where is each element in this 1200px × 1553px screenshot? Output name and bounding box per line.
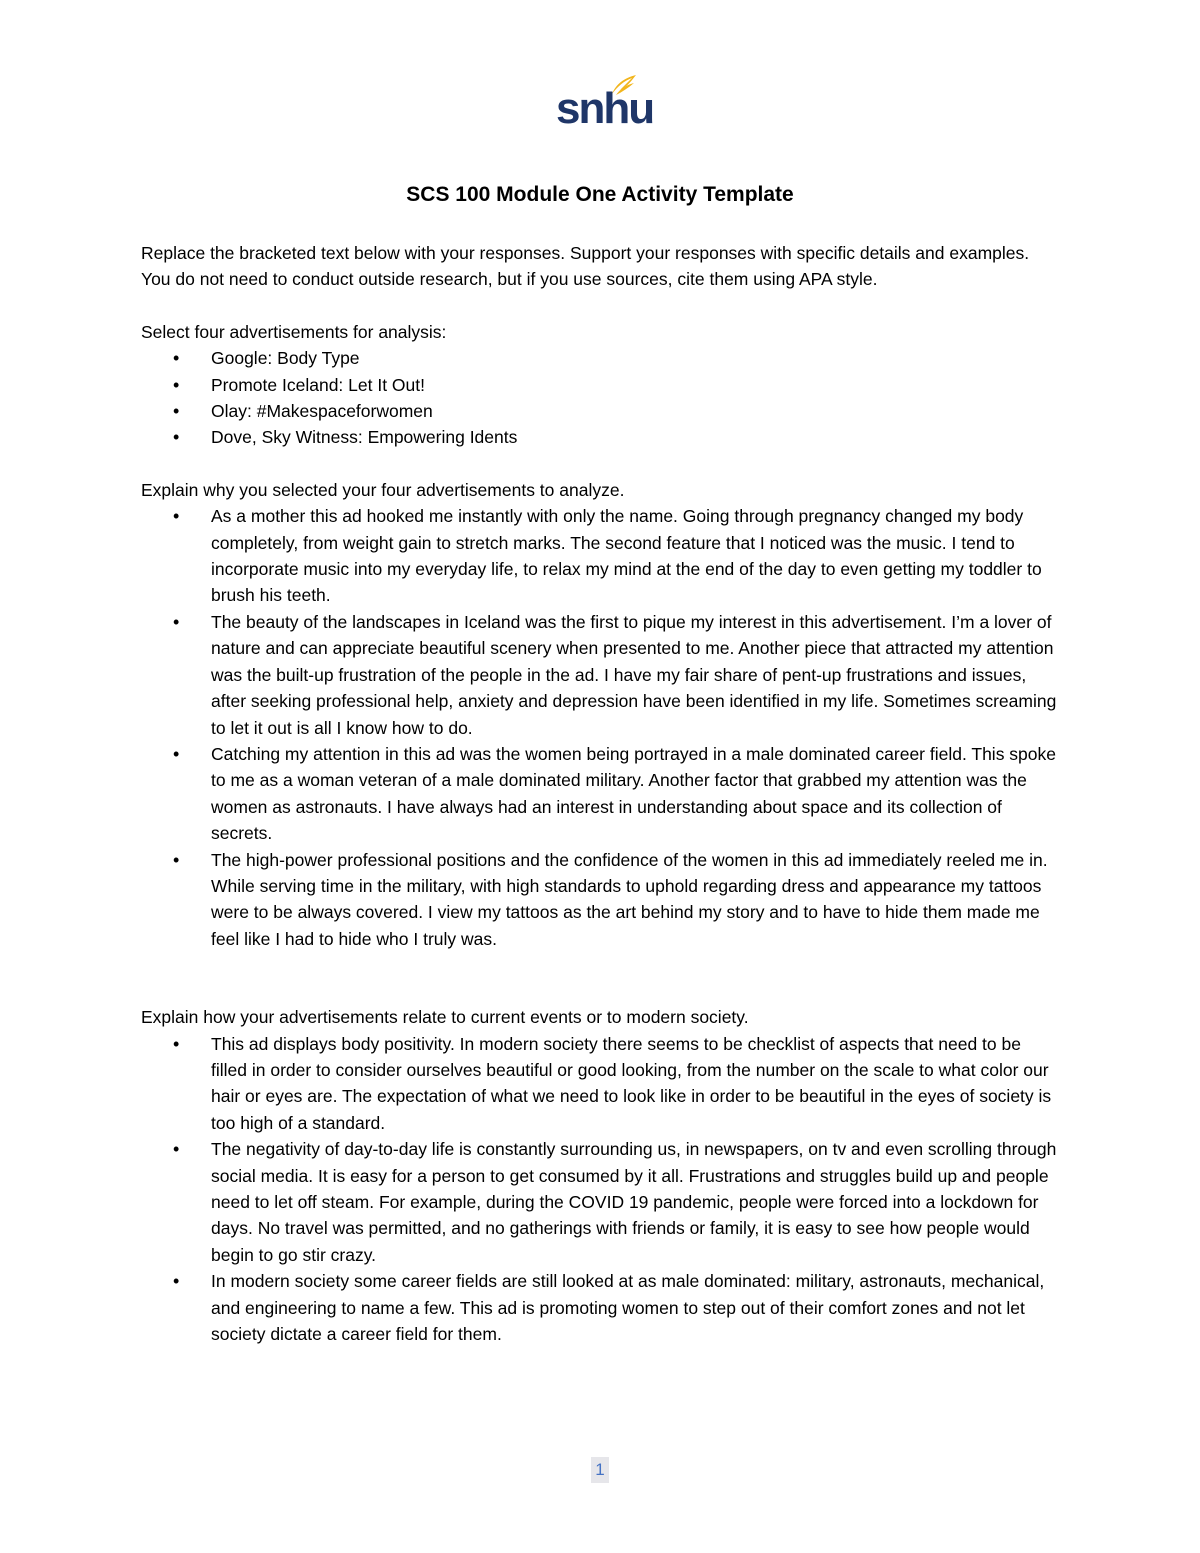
page-number: 1	[591, 1457, 609, 1483]
list-item: • The negativity of day-to-day life is constantly surrounding us, in newspapers, on tv and even scrolling through social media. It is easy for a person to get consumed by it all. Frustrations and struggles build up and people need to let off steam. For example, during the COVID 19 pandemic, people were forced into a lockdown for days. No travel was permitted, and no gatherings with friends or family, it is easy to see how people would begin to go stir crazy.	[141, 1136, 1061, 1268]
list-item: • Olay: #Makespaceforwomen	[141, 398, 1061, 424]
section-heading-relate: Explain how your advertisements relate to current events or to modern society.	[141, 1007, 749, 1028]
list-item: • The beauty of the landscapes in Iceland was the first to pique my interest in this advertisement. I’m a lover of nature and can appreciate beautiful scenery when presented to me. Another piece that attracted my attention was the built-up frustration of the people in the ad. I have my fair share of pent-up frustrations and issues, after seeking professional help, anxiety and depression have been identified in my life. Sometimes screaming to let it out is all I know how to do.	[141, 609, 1061, 741]
list-item: • As a mother this ad hooked me instantly with only the name. Going through pregnancy changed my body completely, from weight gain to stretch marks. The second feature that I noticed was the music. I tend to incorporate music into my everyday life, to relax my mind at the end of the day to even getting my toddler to brush his teeth.	[141, 503, 1061, 609]
snhu-logo	[552, 74, 654, 136]
list-item: • Google: Body Type	[141, 345, 1061, 371]
list-item: • This ad displays body positivity. In modern society there seems to be checklist of aspects that need to be filled in order to consider ourselves beautiful or good looking, from the number on the scale to what color our hair or eyes are. The expectation of what we need to look like in order to be beautiful in the eyes of society is too high of a standard.	[141, 1031, 1061, 1137]
list-item: • Dove, Sky Witness: Empowering Idents	[141, 424, 1061, 450]
page-title: SCS 100 Module One Activity Template	[406, 183, 794, 206]
relate-list	[141, 1031, 1061, 1348]
section-heading-ads: Select four advertisements for analysis:	[141, 321, 447, 342]
list-item: • In modern society some career fields are still looked at as male dominated: military, astronauts, mechanical, and engineering to name a few. This ad is promoting women to step out of their comfort zones and not let society dictate a career field for them.	[141, 1268, 1061, 1347]
list-item: • Promote Iceland: Let It Out!	[141, 372, 1061, 398]
instructions-paragraph: Replace the bracketed text below with your responses. Support your responses with specific details and examples. You do not need to conduct outside research, but if you use sources, cite them using APA style.	[141, 243, 1030, 290]
document-body	[141, 240, 1061, 1347]
list-item: • The high-power professional positions and the confidence of the women in this ad immediately reeled me in. While serving time in the military, with high standards to uphold regarding dress and appearance my tattoos were to be always covered. I view my tattoos as the art behind my story and to have to hide them made me feel like I had to hide who I truly was.	[141, 847, 1061, 953]
section-heading-why: Explain why you selected your four advertisements to analyze.	[141, 479, 625, 500]
ads-list	[141, 345, 1061, 451]
list-item: • Catching my attention in this ad was the women being portrayed in a male dominated career field. This spoke to me as a woman veteran of a male dominated military. Another factor that grabbed my attention was the women as astronauts. I have always had an interest in understanding about space and its collection of secrets.	[141, 741, 1061, 847]
logo-wordmark: snhu	[556, 84, 654, 133]
why-list	[141, 503, 1061, 952]
